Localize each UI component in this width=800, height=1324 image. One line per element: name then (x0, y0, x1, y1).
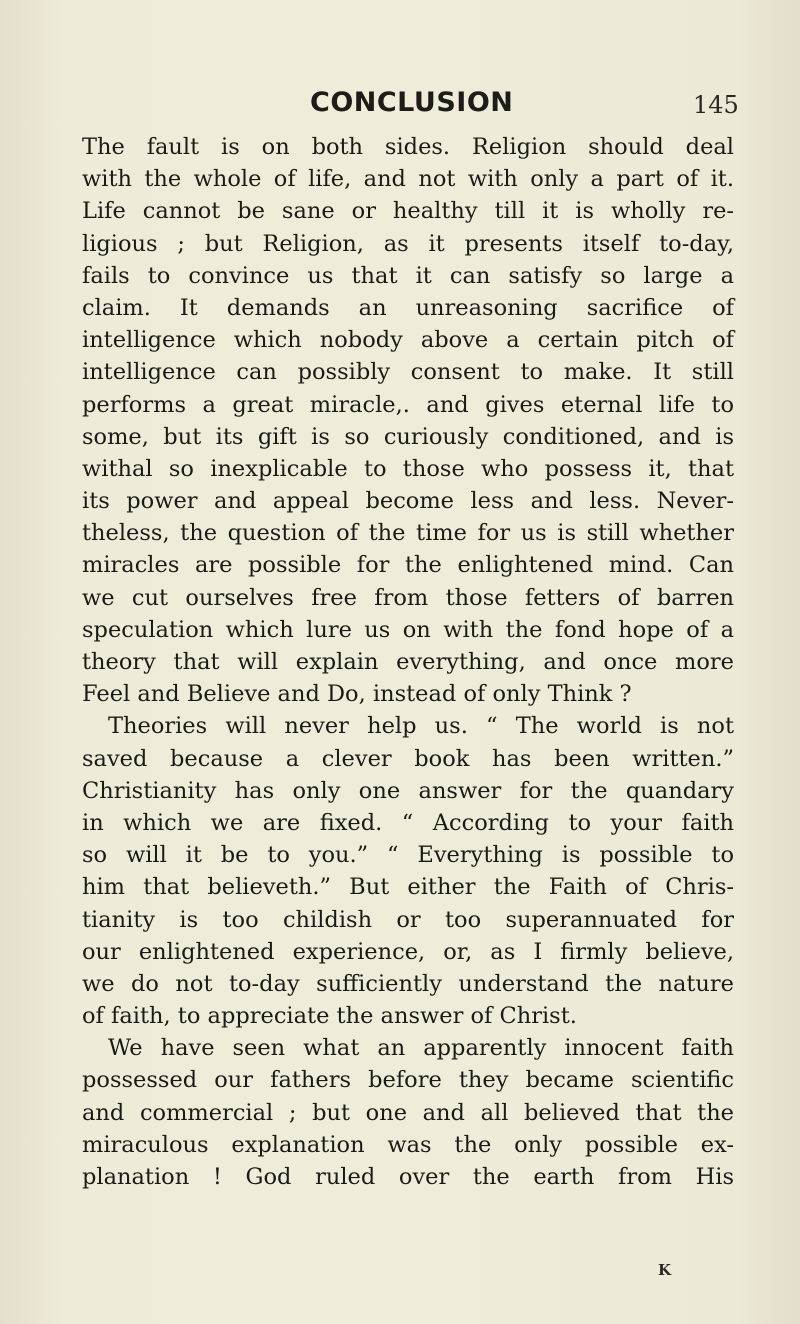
text-line: him that believeth.” But either the Faith of Chris- (82, 874, 734, 901)
text-line: so will it be to you.” “ Everything is possible to (82, 842, 734, 869)
text-line: claim. It demands an unreasoning sacrifice of (82, 294, 734, 321)
text-line: and commercial ; but one and all believed that the (82, 1099, 734, 1126)
text-line: ligious ; but Religion, as it presents itself to-day, (82, 230, 734, 257)
text-line: miracles are possible for the enlightened mind. Can (82, 552, 734, 579)
text-line: some, but its gift is so curiously conditioned, and is (82, 423, 734, 450)
text-line: withal so inexplicable to those who possess it, that (82, 455, 734, 482)
text-line: miraculous explanation was the only possible ex- (82, 1131, 734, 1158)
text-line: We have seen what an apparently innocent faith (108, 1035, 734, 1062)
text-line: Christianity has only one answer for the quandary (82, 777, 734, 804)
text-line: theless, the question of the time for us is still whether (82, 520, 734, 547)
text-line: Life cannot be sane or healthy till it is wholly re- (82, 198, 734, 225)
text-line: with the whole of life, and not with only a part of it. (82, 166, 734, 193)
text-line: of faith, to appreciate the answer of Christ. (82, 1003, 577, 1030)
text-line: fails to convince us that it can satisfy so large a (82, 262, 734, 289)
running-head: CONCLUSION (310, 87, 514, 118)
text-line: tianity is too childish or too superannuated for (82, 906, 734, 933)
text-line: in which we are fixed. “ According to your faith (82, 809, 734, 836)
text-line: saved because a clever book has been written.” (82, 745, 734, 772)
text-line: its power and appeal become less and less. Never- (82, 488, 734, 515)
text-line: Feel and Believe and Do, instead of only Think ? (82, 681, 632, 708)
text-line: performs a great miracle,. and gives eternal life to (82, 391, 734, 418)
text-line: planation ! God ruled over the earth from His (82, 1164, 734, 1190)
page-header (0, 87, 800, 127)
text-line: we cut ourselves free from those fetters of barren (82, 584, 734, 611)
text-line: our enlightened experience, or, as I firmly believe, (82, 938, 734, 965)
text-line: speculation which lure us on with the fond hope of a (82, 616, 734, 643)
signature-mark: K (658, 1261, 672, 1279)
text-line: possessed our fathers before they became scientific (82, 1067, 734, 1094)
body-text (82, 131, 734, 1193)
text-line: Theories will never help us. “ The world is not (108, 713, 734, 740)
page-number: 145 (693, 91, 739, 119)
text-line: we do not to-day sufficiently understand the nature (82, 970, 734, 997)
text-line: The fault is on both sides. Religion should deal (82, 134, 734, 160)
text-line: intelligence which nobody above a certain pitch of (82, 327, 734, 354)
text-line: intelligence can possibly consent to make. It still (82, 359, 734, 386)
text-line: theory that will explain everything, and once more (82, 649, 734, 675)
